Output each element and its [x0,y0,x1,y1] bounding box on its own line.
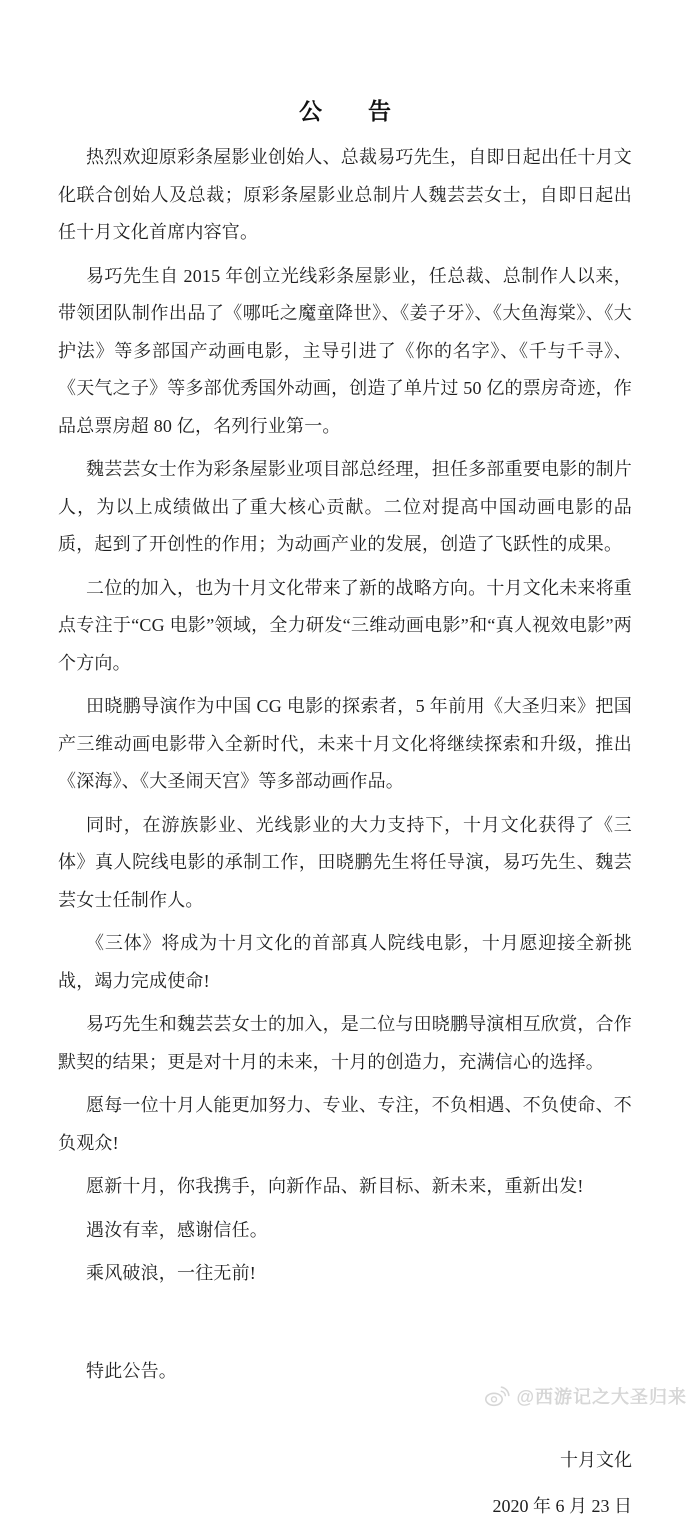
paragraph-motto: 乘风破浪，一往无前! [58,1255,632,1293]
weibo-icon [484,1385,511,1407]
paragraph-tianxiaopeng: 田晓鹏导演作为中国 CG 电影的探索者，5 年前用《大圣归来》把国产三维动画电影带入全新时代，未来十月文化将继续探索和升级，推出《深海》、《大圣闹天宫》等多部动画作品。 [58,688,632,801]
watermark [484,1383,687,1409]
signature-date: 2020 年 6 月 23 日 [58,1488,632,1525]
paragraph-strategy: 二位的加入，也为十月文化带来了新的战略方向。十月文化未来将重点专注于“CG 电影”领域，全力研发“三维动画电影”和“真人视效电影”两个方向。 [58,570,632,683]
paragraph-weiyunyun-bio: 魏芸芸女士作为彩条屋影业项目部总经理，担任多部重要电影的制片人，为以上成绩做出了重大核心贡献。二位对提高中国动画电影的品质，起到了开创性的作用；为动画产业的发展，创造了飞跃性的成果。 [58,451,632,564]
paragraph-three-body-project: 同时，在游族影业、光线影业的大力支持下，十月文化获得了《三体》真人院线电影的承制工作，田晓鹏先生将任导演，易巧先生、魏芸芸女士任制作人。 [58,807,632,920]
paragraph-welcome: 热烈欢迎原彩条屋影业创始人、总裁易巧先生，自即日起出任十月文化联合创始人及总裁；原彩条屋影业总制片人魏芸芸女士，自即日起出任十月文化首席内容官。 [58,139,632,252]
paragraph-wish-new-october: 愿新十月，你我携手，向新作品、新目标、新未来，重新出发! [58,1168,632,1206]
paragraph-yiqiao-bio: 易巧先生自 2015 年创立光线彩条屋影业，任总裁、总制作人以来，带领团队制作出品了《哪吒之魔童降世》、《姜子牙》、《大鱼海棠》、《大护法》等多部国产动画电影，主导引进了《你的名字》、《千与千寻》、《天气之子》等多部优秀国外动画，创造了单片过 50 亿的票房奇迹，作品总票房超 80 亿，名列行业第一。 [58,258,632,446]
paragraph-three-body-mission: 《三体》将成为十月文化的首部真人院线电影，十月愿迎接全新挑战，竭力完成使命! [58,925,632,1000]
paragraph-joining-choice: 易巧先生和魏芸芸女士的加入，是二位与田晓鹏导演相互欣赏，合作默契的结果；更是对十月的未来，十月的创造力，充满信心的选择。 [58,1006,632,1081]
signature-company: 十月文化 [58,1442,632,1480]
paragraph-gratitude: 遇汝有幸，感谢信任。 [58,1212,632,1250]
document-title: 公 告 [58,96,632,126]
paragraph-wish-staff: 愿每一位十月人能更加努力、专业、专注，不负相遇、不负使命、不负观众! [58,1087,632,1162]
closing-statement: 特此公告。 [58,1353,632,1391]
watermark-text: @西游记之大圣归来 [516,1383,687,1409]
